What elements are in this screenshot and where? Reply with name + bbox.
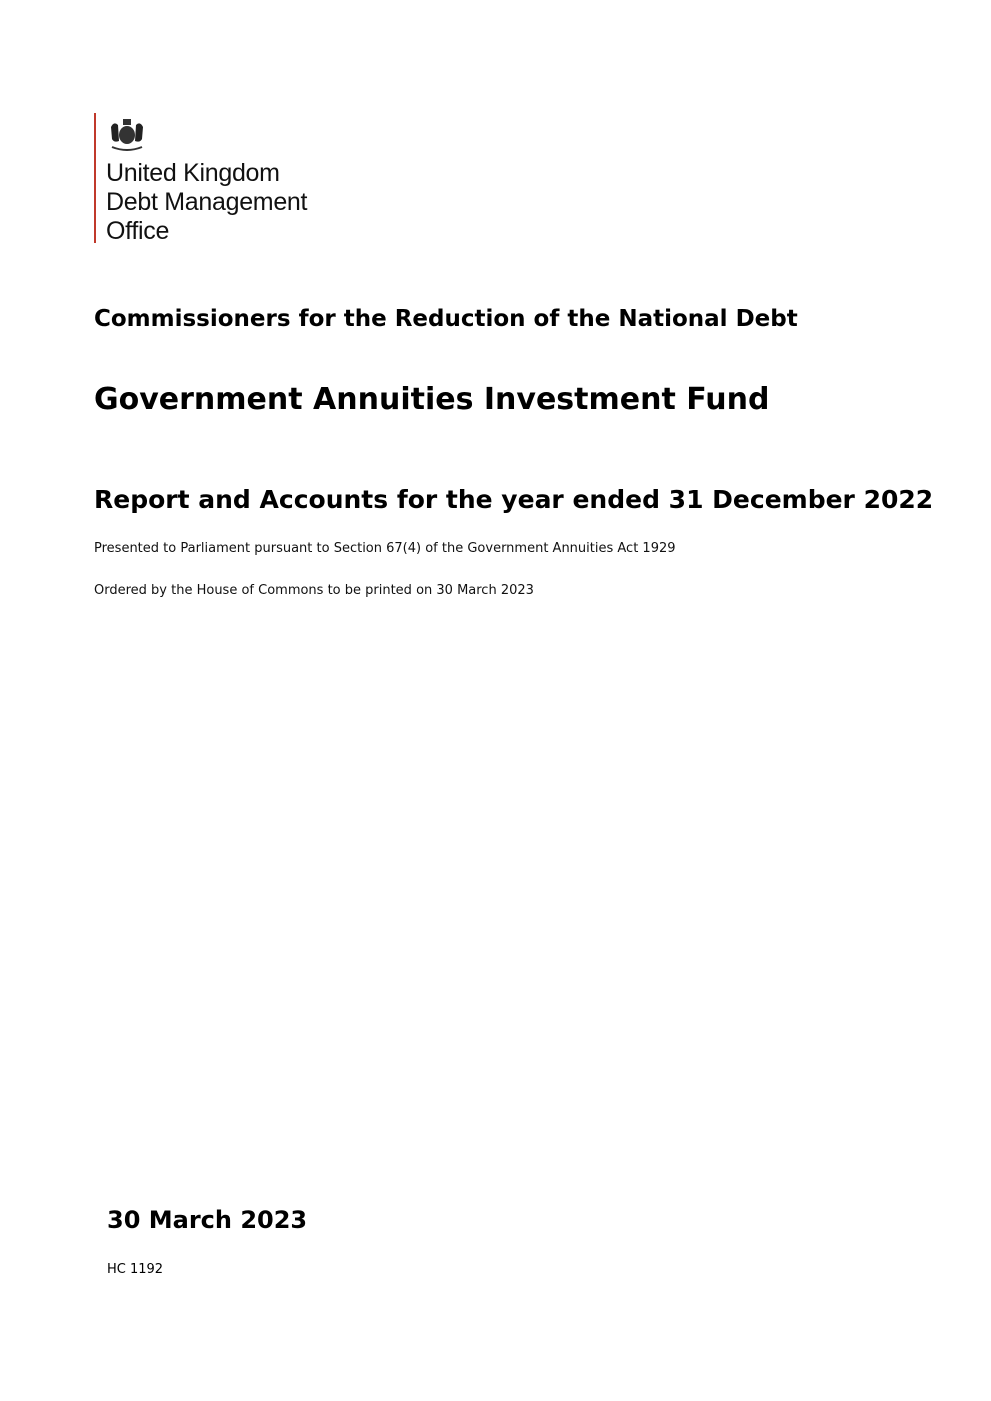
logo-line-1: United Kingdom — [106, 159, 280, 187]
presented-statement: Presented to Parliament pursuant to Section 67(4) of the Government Annuities Act 1929 — [94, 541, 676, 556]
publication-date: 30 March 2023 — [107, 1206, 308, 1234]
document-title: Government Annuities Investment Fund — [94, 382, 770, 417]
dmo-logo — [94, 113, 344, 243]
document-subtitle: Report and Accounts for the year ended 31 December 2022 — [94, 485, 934, 514]
royal-coat-of-arms-icon — [106, 115, 148, 153]
logo-text — [106, 159, 307, 246]
organisation-heading: Commissioners for the Reduction of the National Debt — [94, 306, 798, 332]
logo-accent-bar — [94, 113, 96, 243]
hc-number: HC 1192 — [107, 1262, 164, 1277]
logo-line-2: Debt Management — [106, 188, 308, 216]
ordered-statement: Ordered by the House of Commons to be printed on 30 March 2023 — [94, 583, 534, 598]
logo-line-3: Office — [106, 217, 170, 245]
